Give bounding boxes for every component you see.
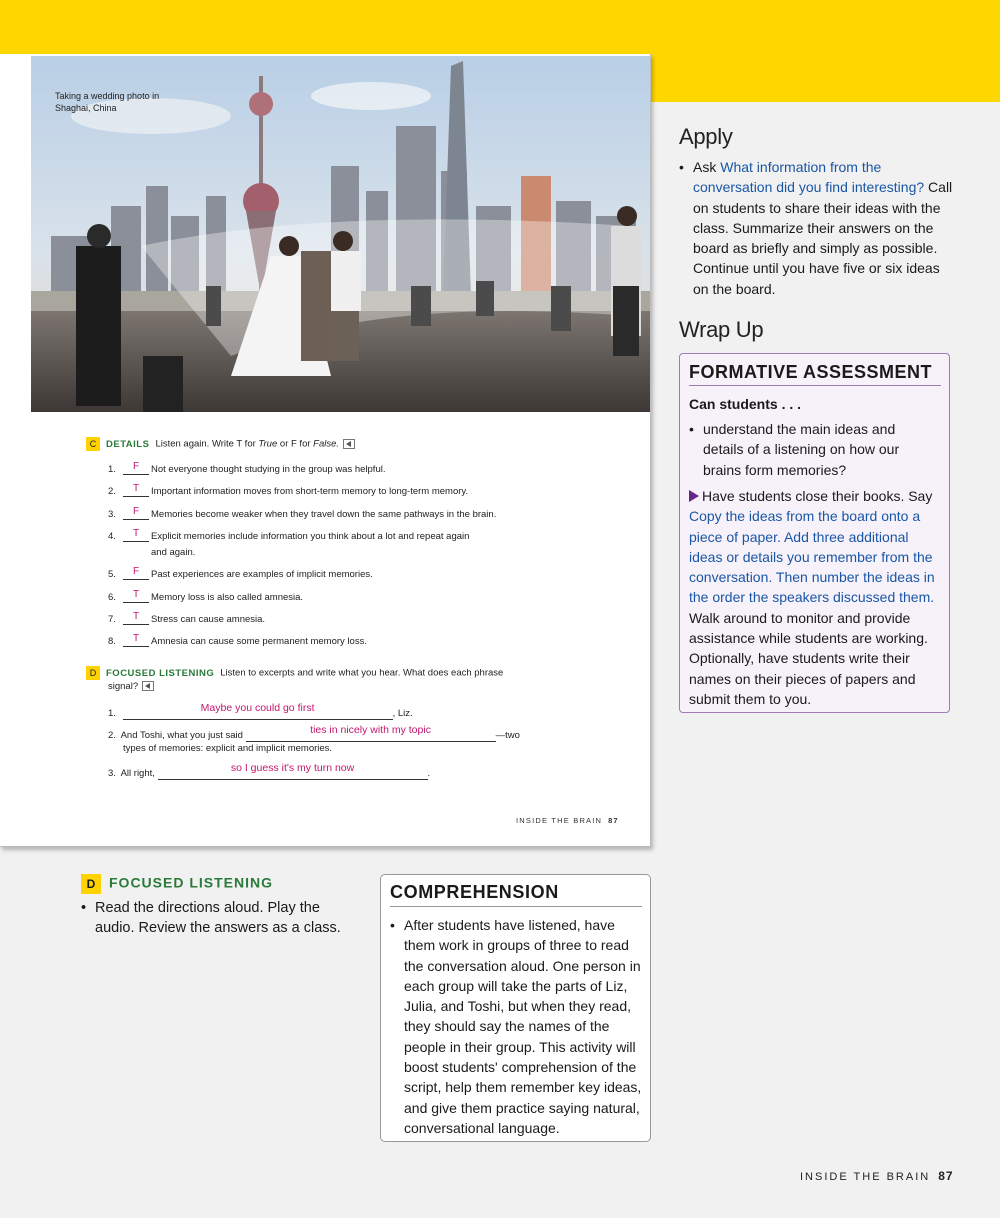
wrap-up-heading: Wrap Up	[679, 317, 764, 342]
comprehension-body: • After students have listened, have them work in groups of three to read the conversation aloud. One person in each group will take the parts of Liz, Julia, and Toshi, but when they read, they should say the names of the people in their group. This activity will boost students' comprehension of the script, help them remember key ideas, and give them practice saying natural, conversational language.	[390, 917, 642, 1136]
apply-bullet: • Ask What information from the conversation did you find interesting? Call on students to share their ideas with the class. Summarize their answers on the board as briefly and simply as possible. Continue until you have five or six ideas on the board.	[679, 159, 953, 297]
section-letter-c: C	[86, 437, 100, 451]
can-students-label: Can students . . .	[689, 396, 802, 412]
focused-listening-teacher-heading: D FOCUSED LISTENING	[81, 874, 273, 894]
details-heading: C DETAILS Listen again. Write T for True or F for False.	[86, 437, 355, 451]
student-book-page: Taking a wedding photo in Shaghai, China C DETAILS Listen again. Write T for True or F for False. 1. F Not everyone thought studying in the group was helpful. 2. T Important information moves from short-term memory to long-term memory. 3. F Memories become weaker when they travel down the same pathways in the brain. 4. T Explicit memories include information you think about a lot and repeat again and again. 5. F Past experiences are examples of implicit memories. 6. T Memory loss is also called amnesia. 7. T Stress can cause amnesia. 8. T Amnesia can cause some permanent memory loss. D FOCUSED LISTENING Listen to excerpts and write what you hear. What does each phrase signal? 1. Maybe you could go first , Liz. 2. And Toshi, what you just said ties in nicely with my topic —two types of memories: explicit and implicit memories. 3. All right, so I guess it's my turn now . INSIDE THE BRAIN 87	[0, 54, 651, 847]
focused-listening-teacher-bullet: • Read the directions aloud. Play the audio. Review the answers as a class.	[81, 900, 341, 937]
formative-assessment-box	[679, 353, 950, 713]
audio-icon[interactable]	[142, 681, 154, 691]
photo-caption: Taking a wedding photo in Shaghai, China	[55, 91, 160, 113]
section-letter-d: D	[86, 666, 100, 680]
right-color-band	[650, 54, 1000, 102]
formative-assessment-title: FORMATIVE ASSESSMENT	[689, 362, 941, 386]
focused-listening-heading: D FOCUSED LISTENING Listen to excerpts and write what you hear. What does each phrase signal?	[86, 666, 556, 693]
student-book-footer: INSIDE THE BRAIN 87	[516, 816, 619, 825]
comprehension-box	[380, 874, 651, 1142]
focused-item-3: 3. All right, so I guess it's my turn now .	[108, 762, 431, 779]
formative-bullet: • understand the main ideas and details of a listening on how our brains form memories?	[689, 421, 900, 478]
apply-heading: Apply	[679, 124, 733, 149]
focused-item-1: 1. Maybe you could go first , Liz.	[108, 702, 413, 719]
arrow-right-icon	[689, 490, 699, 502]
audio-icon[interactable]	[343, 439, 355, 449]
comprehension-title: COMPREHENSION	[390, 882, 642, 907]
formative-activity: Have students close their books. Say Copy the ideas from the board onto a piece of paper. Add three additional ideas or details you remember from the conversation. Then number the ideas in the order the speakers discussed them. Walk around to monitor and provide assistance while students are working. Optionally, have students write their names on their pieces of papers and submit them to you.	[689, 488, 935, 707]
page-footer: INSIDE THE BRAIN 87	[800, 1169, 954, 1183]
top-color-band	[0, 0, 1000, 54]
focused-item-2: 2. And Toshi, what you just said ties in nicely with my topic —two types of memories: explicit and implicit memories.	[108, 724, 520, 754]
